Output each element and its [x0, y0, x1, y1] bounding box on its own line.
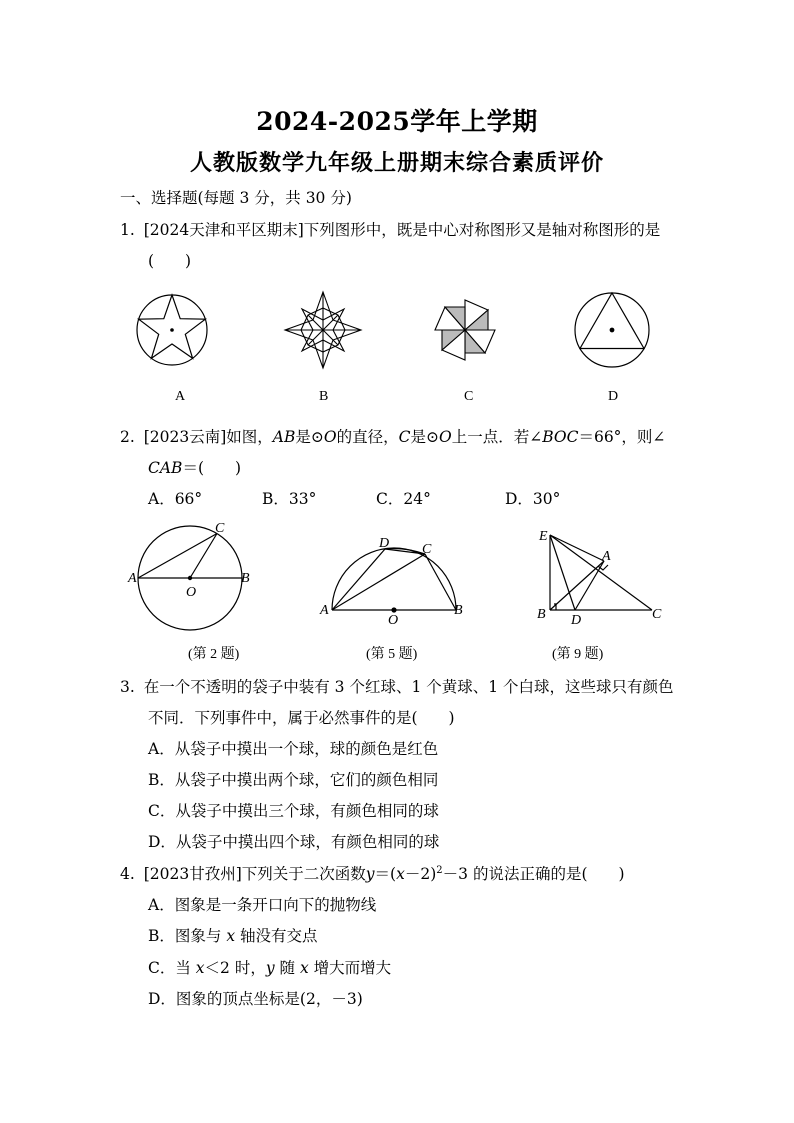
math-x: x [226, 927, 236, 945]
question-number: 4. [120, 865, 135, 883]
math-exponent: 2 [436, 864, 443, 876]
question-4 [120, 862, 625, 884]
text-segment: 上一点．若∠ [451, 428, 543, 446]
fig2-label-o: O [186, 585, 197, 600]
fig9-label-e: E [539, 529, 548, 544]
text-segment: 的直径， [336, 428, 399, 446]
figure-label-a: A [175, 389, 186, 404]
question-2 [120, 425, 665, 447]
text-segment: 随 [274, 959, 300, 977]
caption-fig9: (第 9 题) [552, 647, 604, 662]
text-segment: ＜2 时， [204, 959, 266, 977]
geometry-figures [120, 520, 680, 670]
q3-option-b: B．从袋子中摸出两个球，它们的颜色相同 [148, 771, 439, 789]
fig9-label-d: D [571, 613, 582, 628]
question-2-line2 [148, 456, 241, 478]
math-c: C [398, 428, 411, 446]
q2-option-b: B．33° [262, 490, 317, 508]
fig5-label-a: A [320, 603, 329, 618]
text-segment: 是⊙ [410, 428, 439, 446]
text-segment: B．图象与 [148, 927, 227, 945]
math-o: O [323, 428, 337, 446]
text-segment: C．当 [148, 959, 196, 977]
q2-option-a: A．66° [148, 490, 203, 508]
fig2-label-c: C [215, 521, 225, 536]
q4-option-a: A．图象是一条开口向下的抛物线 [148, 896, 377, 914]
figure-q5-semicircle [332, 548, 456, 612]
q3-option-a: A．从袋子中摸出一个球，球的颜色是红色 [148, 740, 439, 758]
q4-option-b [148, 924, 318, 946]
figure-label-b: B [319, 389, 329, 404]
text-segment: ＝66°，则∠ [578, 428, 666, 446]
q4-option-c [148, 956, 391, 978]
text-segment: 轴没有交点 [235, 927, 318, 945]
q2-option-c: C．24° [376, 490, 431, 508]
fig9-label-b: B [537, 607, 546, 622]
question-text: 在一个不透明的袋子中装有 3 个红球、1 个黄球、1 个白球，这些球只有颜色 [143, 678, 674, 696]
fig2-label-b: B [241, 571, 250, 586]
question-number: 1. [120, 221, 135, 239]
q4-option-d: D．图象的顶点坐标是(2，－3) [148, 990, 363, 1008]
q3-option-d: D．从袋子中摸出四个球，有颜色相同的球 [148, 833, 440, 851]
fig5-label-b: B [454, 603, 463, 618]
math-ab: AB [272, 428, 296, 446]
math-boc: BOC [542, 428, 579, 446]
q2-option-d: D．30° [505, 490, 561, 508]
answer-blank: ( ) [148, 252, 192, 270]
section-heading: 一、选择题(每题 3 分，共 30 分) [120, 189, 352, 207]
question-number: 2. [120, 428, 135, 446]
question-3-line2: 不同．下列事件中，属于必然事件的是( ) [148, 709, 455, 727]
figure-a-star-in-circle [137, 295, 207, 365]
text-segment: 是⊙ [295, 428, 324, 446]
math-x: x [299, 959, 309, 977]
caption-fig2: (第 2 题) [188, 647, 240, 662]
math-x: x [195, 959, 205, 977]
text-segment: －2) [404, 865, 437, 883]
question-text: [2023甘孜州]下列关于二次函数 [143, 865, 366, 883]
question-1 [120, 218, 660, 240]
q1-figures [130, 288, 690, 408]
figure-b-eight-point-star [285, 292, 361, 368]
math-y: y [365, 865, 375, 883]
text-segment: ＝( [374, 865, 397, 883]
figure-label-c: C [464, 389, 474, 404]
figure-d-triangle-in-circle [575, 293, 649, 367]
question-text: [2023云南]如图， [143, 428, 273, 446]
figure-label-d: D [608, 389, 619, 404]
text-segment: －3 的说法正确的是( ) [442, 865, 625, 883]
page-title: 2024-2025学年上学期 [256, 107, 538, 136]
question-3 [120, 675, 674, 697]
q3-option-c: C．从袋子中摸出三个球，有颜色相同的球 [148, 802, 439, 820]
answer-blank: ＝( ) [182, 459, 242, 477]
question-number: 3. [120, 678, 135, 696]
math-o: O [438, 428, 452, 446]
fig5-label-o: O [388, 613, 399, 628]
question-text: [2024天津和平区期末]下列图形中，既是中心对称图形又是轴对称图形的是 [143, 221, 661, 239]
figure-q2-circle [138, 526, 242, 630]
figure-q9-triangles [550, 535, 652, 610]
math-cab: CAB [148, 459, 183, 477]
page-subtitle: 人教版数学九年级上册期末综合素质评价 [189, 150, 604, 176]
caption-fig5: (第 5 题) [366, 647, 418, 662]
text-segment: 增大而增大 [308, 959, 392, 977]
fig9-label-a: A [602, 549, 611, 564]
math-y: y [265, 959, 275, 977]
fig5-label-d: D [379, 536, 390, 551]
math-x: x [396, 865, 405, 883]
fig9-label-c: C [652, 607, 662, 622]
fig5-label-c: C [422, 542, 432, 557]
figure-c-pinwheel [435, 300, 495, 360]
fig2-label-a: A [128, 571, 137, 586]
